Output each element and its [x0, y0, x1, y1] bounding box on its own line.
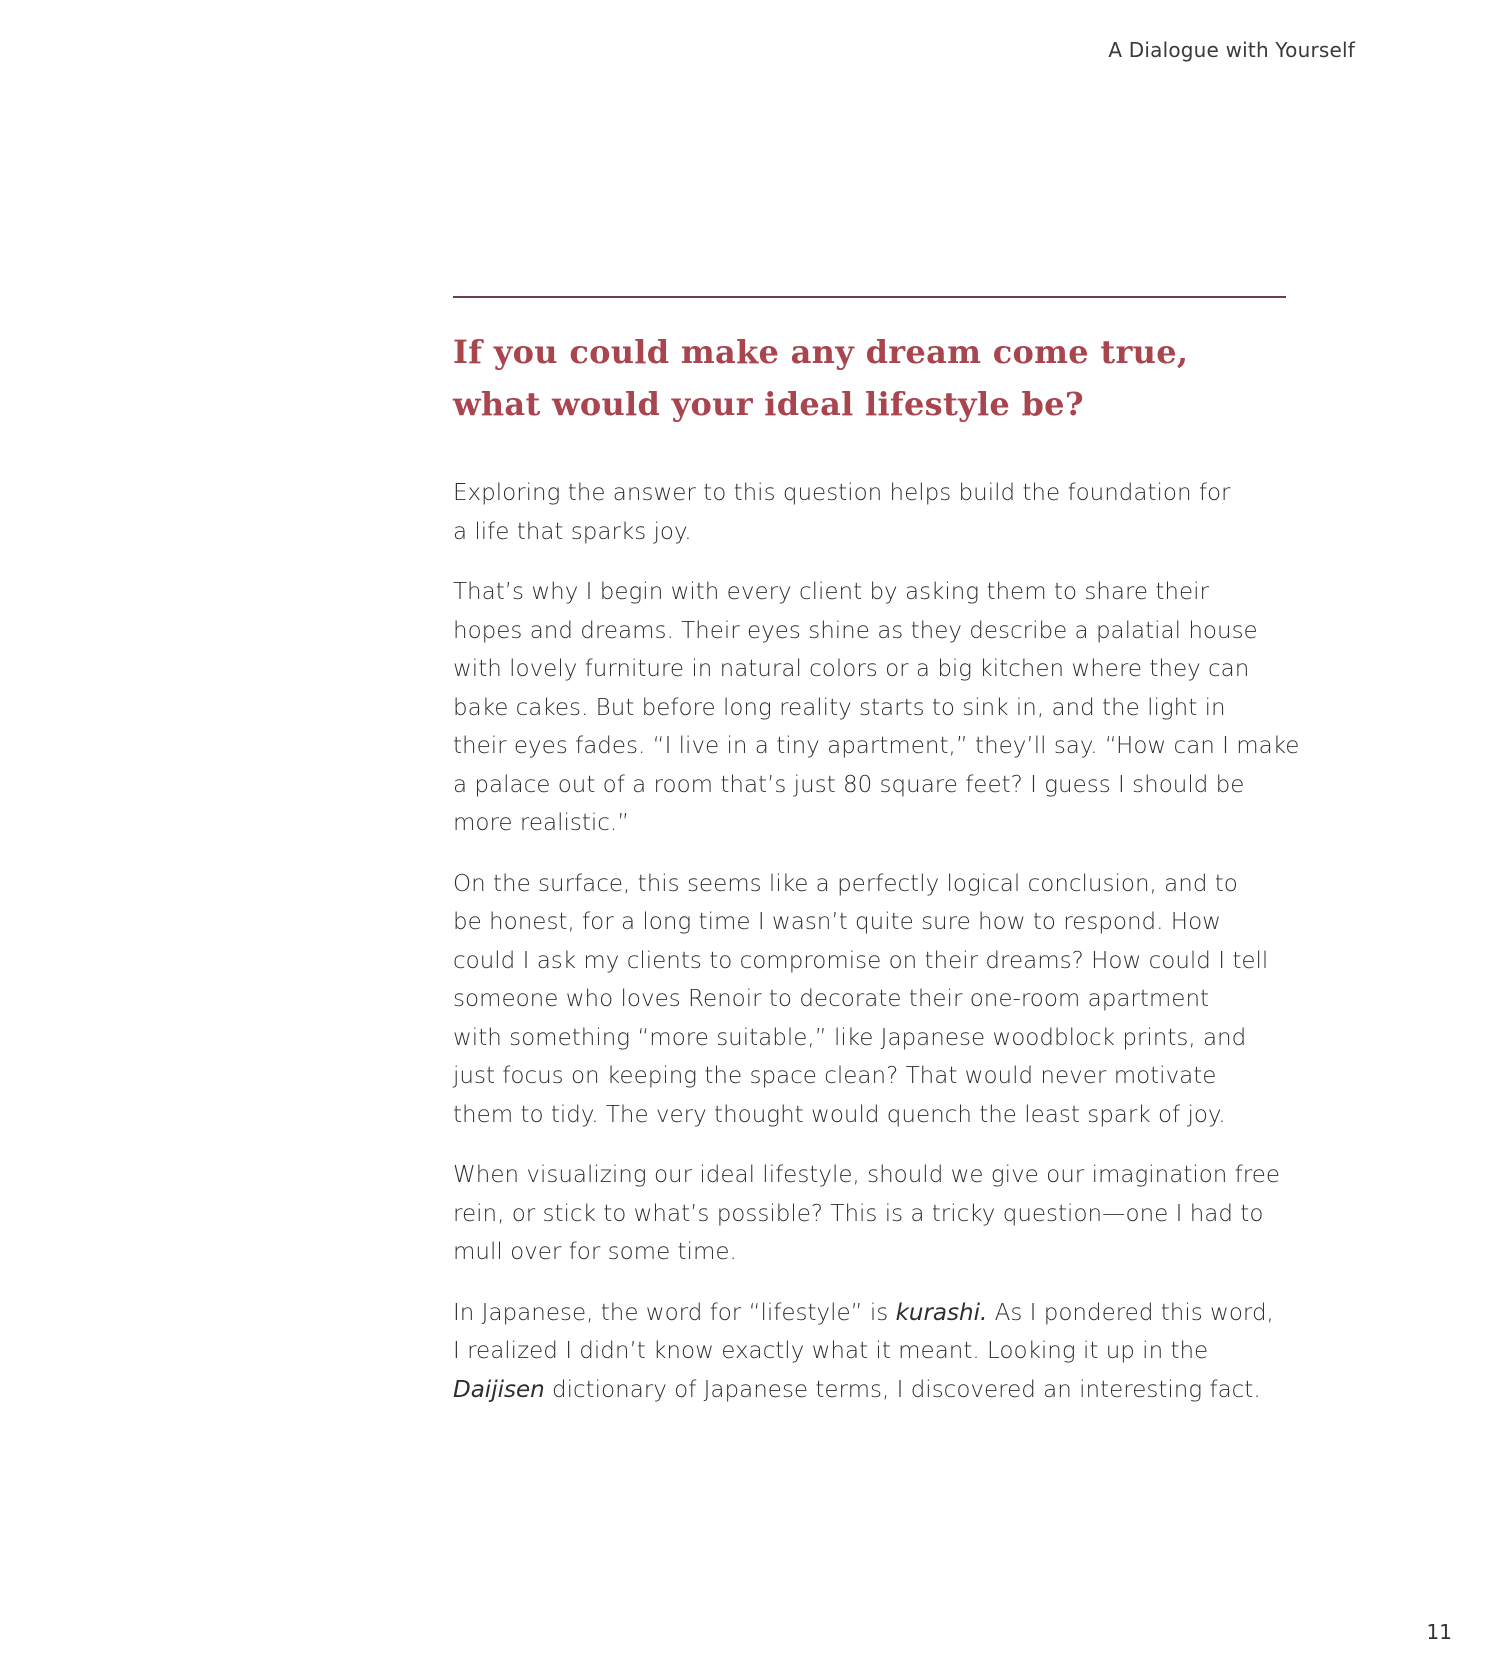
heading-line-2: what would your ideal lifestyle be?: [453, 385, 1084, 423]
text-line: just focus on keeping the space clean? That would never motivate: [453, 1063, 1217, 1089]
paragraph-3: [453, 865, 1303, 1135]
text-line: them to tidy. The very thought would quench the least spark of joy.: [453, 1101, 1226, 1128]
text-line: mull over for some time.: [453, 1239, 737, 1265]
text-line: bake cakes. But before long reality starts to sink in, and the light in: [453, 694, 1226, 721]
text-run: In Japanese, the word for “lifestyle” is: [453, 1299, 896, 1326]
paragraph-2: [453, 573, 1303, 843]
text-line: with something “more suitable,” like Japanese woodblock prints, and: [453, 1024, 1247, 1051]
text-line: more realistic.”: [453, 810, 630, 836]
chapter-heading: [453, 326, 1313, 430]
body-text: [453, 474, 1303, 1431]
heading-line-1: If you could make any dream come true,: [453, 333, 1189, 371]
page-number: 11: [1426, 1620, 1452, 1644]
italic-term-kurashi: kurashi.: [895, 1299, 988, 1326]
text-line: On the surface, this seems like a perfectly logical conclusion, and to: [453, 870, 1238, 897]
text-line: I realized I didn’t know exactly what it meant. Looking it up in the: [453, 1338, 1209, 1364]
paragraph-5: [453, 1294, 1303, 1410]
text-line: [453, 1371, 1303, 1410]
text-line: could I ask my clients to compromise on their dreams? How could I tell: [453, 947, 1269, 974]
text-line: When visualizing our ideal lifestyle, should we give our imagination free: [453, 1162, 1281, 1188]
text-line: rein, or stick to what’s possible? This is a tricky question—one I had to: [453, 1200, 1264, 1227]
paragraph-1: [453, 474, 1303, 551]
text-line: someone who loves Renoir to decorate their one-room apartment: [453, 986, 1210, 1012]
text-line: a palace out of a room that’s just 80 square feet? I guess I should be: [453, 771, 1245, 798]
heading-rule: [453, 296, 1286, 298]
text-line: with lovely furniture in natural colors or a big kitchen where they can: [453, 656, 1250, 682]
text-line: hopes and dreams. Their eyes shine as they describe a palatial house: [453, 617, 1258, 644]
italic-term-daijisen: Daijisen: [453, 1376, 545, 1403]
text-line: Exploring the answer to this question helps build the foundation for: [453, 480, 1231, 506]
text-run: As I pondered this word,: [987, 1299, 1274, 1326]
text-line: their eyes fades. “I live in a tiny apartment,” they’ll say. “How can I make: [453, 733, 1300, 759]
text-line: [453, 1294, 1303, 1333]
text-line: That’s why I begin with every client by asking them to share their: [453, 579, 1209, 605]
text-line: a life that sparks joy.: [453, 518, 692, 545]
running-head: A Dialogue with Yourself: [1108, 38, 1355, 62]
text-run: dictionary of Japanese terms, I discovered an interesting fact.: [544, 1376, 1261, 1403]
paragraph-4: [453, 1156, 1303, 1272]
text-line: be honest, for a long time I wasn’t quite sure how to respond. How: [453, 909, 1221, 935]
